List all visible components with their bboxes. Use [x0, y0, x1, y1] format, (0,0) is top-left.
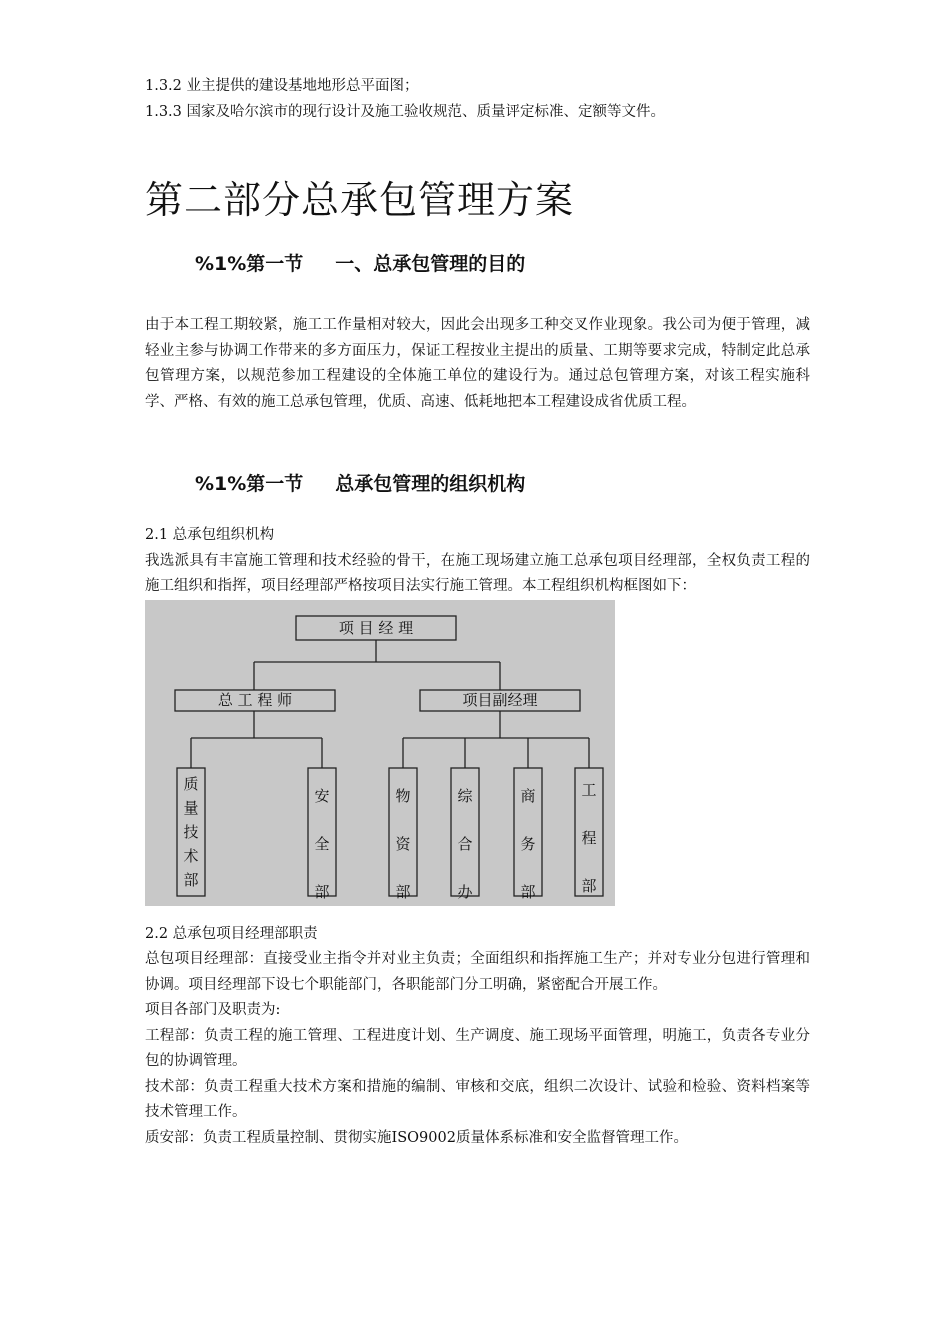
section-2-heading	[145, 471, 810, 497]
subsection-2-2-title: 2.2 总承包项目经理部职责	[145, 925, 318, 942]
org-box-general-office: 综 合 办	[457, 786, 473, 901]
subsection-2-1-body: 我选派具有丰富施工管理和技术经验的骨干，在施工现场建立施工总承包项目经理部，全权负责工程的施工组织和指挥，项目经理部严格按项目法实行施工管理。本工程组织机构框图如下：	[145, 552, 810, 594]
org-chart-lines	[145, 600, 615, 906]
section-1-title: 一、总承包管理的目的	[335, 253, 526, 275]
org-box-deputy-manager: 项目副经理	[462, 690, 538, 709]
org-chart	[145, 600, 615, 906]
duty-paragraph-3: 工程部：负责工程的施工管理、工程进度计划、生产调度、施工现场平面管理，明施工，负责各专业分包的协调管理。	[145, 1027, 810, 1069]
section-1-body: 由于本工程工期较紧，施工工作量相对较大，因此会出现多工种交叉作业现象。我公司为便于管理，减轻业主参与协调工作带来的多方面压力，保证工程按业主提出的质量、工期等要求完成，特制定此总承包管理方案，以规范参加工程建设的全体施工单位的建设行为。通过总包管理方案，对该工程实施科学、严格、有效的施工总承包管理，优质、高速、低耗地把本工程建设成省优质工程。	[145, 317, 810, 410]
org-box-engineering: 工 程 部	[581, 780, 597, 895]
org-box-commerce: 商 务 部	[520, 786, 536, 901]
part-title: 第二部分总承包管理方案	[145, 178, 575, 222]
document-page	[145, 74, 810, 1151]
duty-paragraph-4: 技术部：负责工程重大技术方案和措施的编制、审核和交底，组织二次设计、试验和检验、资料档案等技术管理工作。	[145, 1078, 810, 1120]
org-box-materials: 物 资 部	[395, 786, 411, 901]
org-box-project-manager: 项 目 经 理	[338, 618, 414, 637]
section-2-prefix: %1%第一节	[195, 473, 304, 495]
duty-paragraph-1: 总包项目经理部：直接受业主指令并对业主负责；全面组织和指挥施工生产；并对专业分包进行管理和协调。项目经理部下设七个职能部门，各职能部门分工明确，紧密配合开展工作。	[145, 951, 810, 993]
org-box-quality-tech: 质 量 技 术 部	[183, 774, 199, 889]
duty-paragraph-5: 质安部：负责工程质量控制、贯彻实施ISO9002质量体系标准和安全监督管理工作。	[145, 1129, 688, 1146]
org-box-chief-engineer: 总 工 程 师	[217, 690, 293, 709]
section-1-heading	[145, 251, 810, 277]
duty-paragraph-2: 项目各部门及职责为:	[145, 1002, 281, 1018]
section-2-title: 总承包管理的组织机构	[335, 473, 526, 495]
org-box-safety: 安 全 部	[314, 786, 330, 901]
subsection-2-1-title: 2.1 总承包组织机构	[145, 527, 275, 543]
intro-line-1: 1.3.2 业主提供的建设基地地形总平面图；	[145, 78, 419, 94]
intro-line-2: 1.3.3 国家及哈尔滨市的现行设计及施工验收规范、质量评定标准、定额等文件。	[145, 103, 666, 120]
section-1-prefix: %1%第一节	[195, 253, 304, 275]
